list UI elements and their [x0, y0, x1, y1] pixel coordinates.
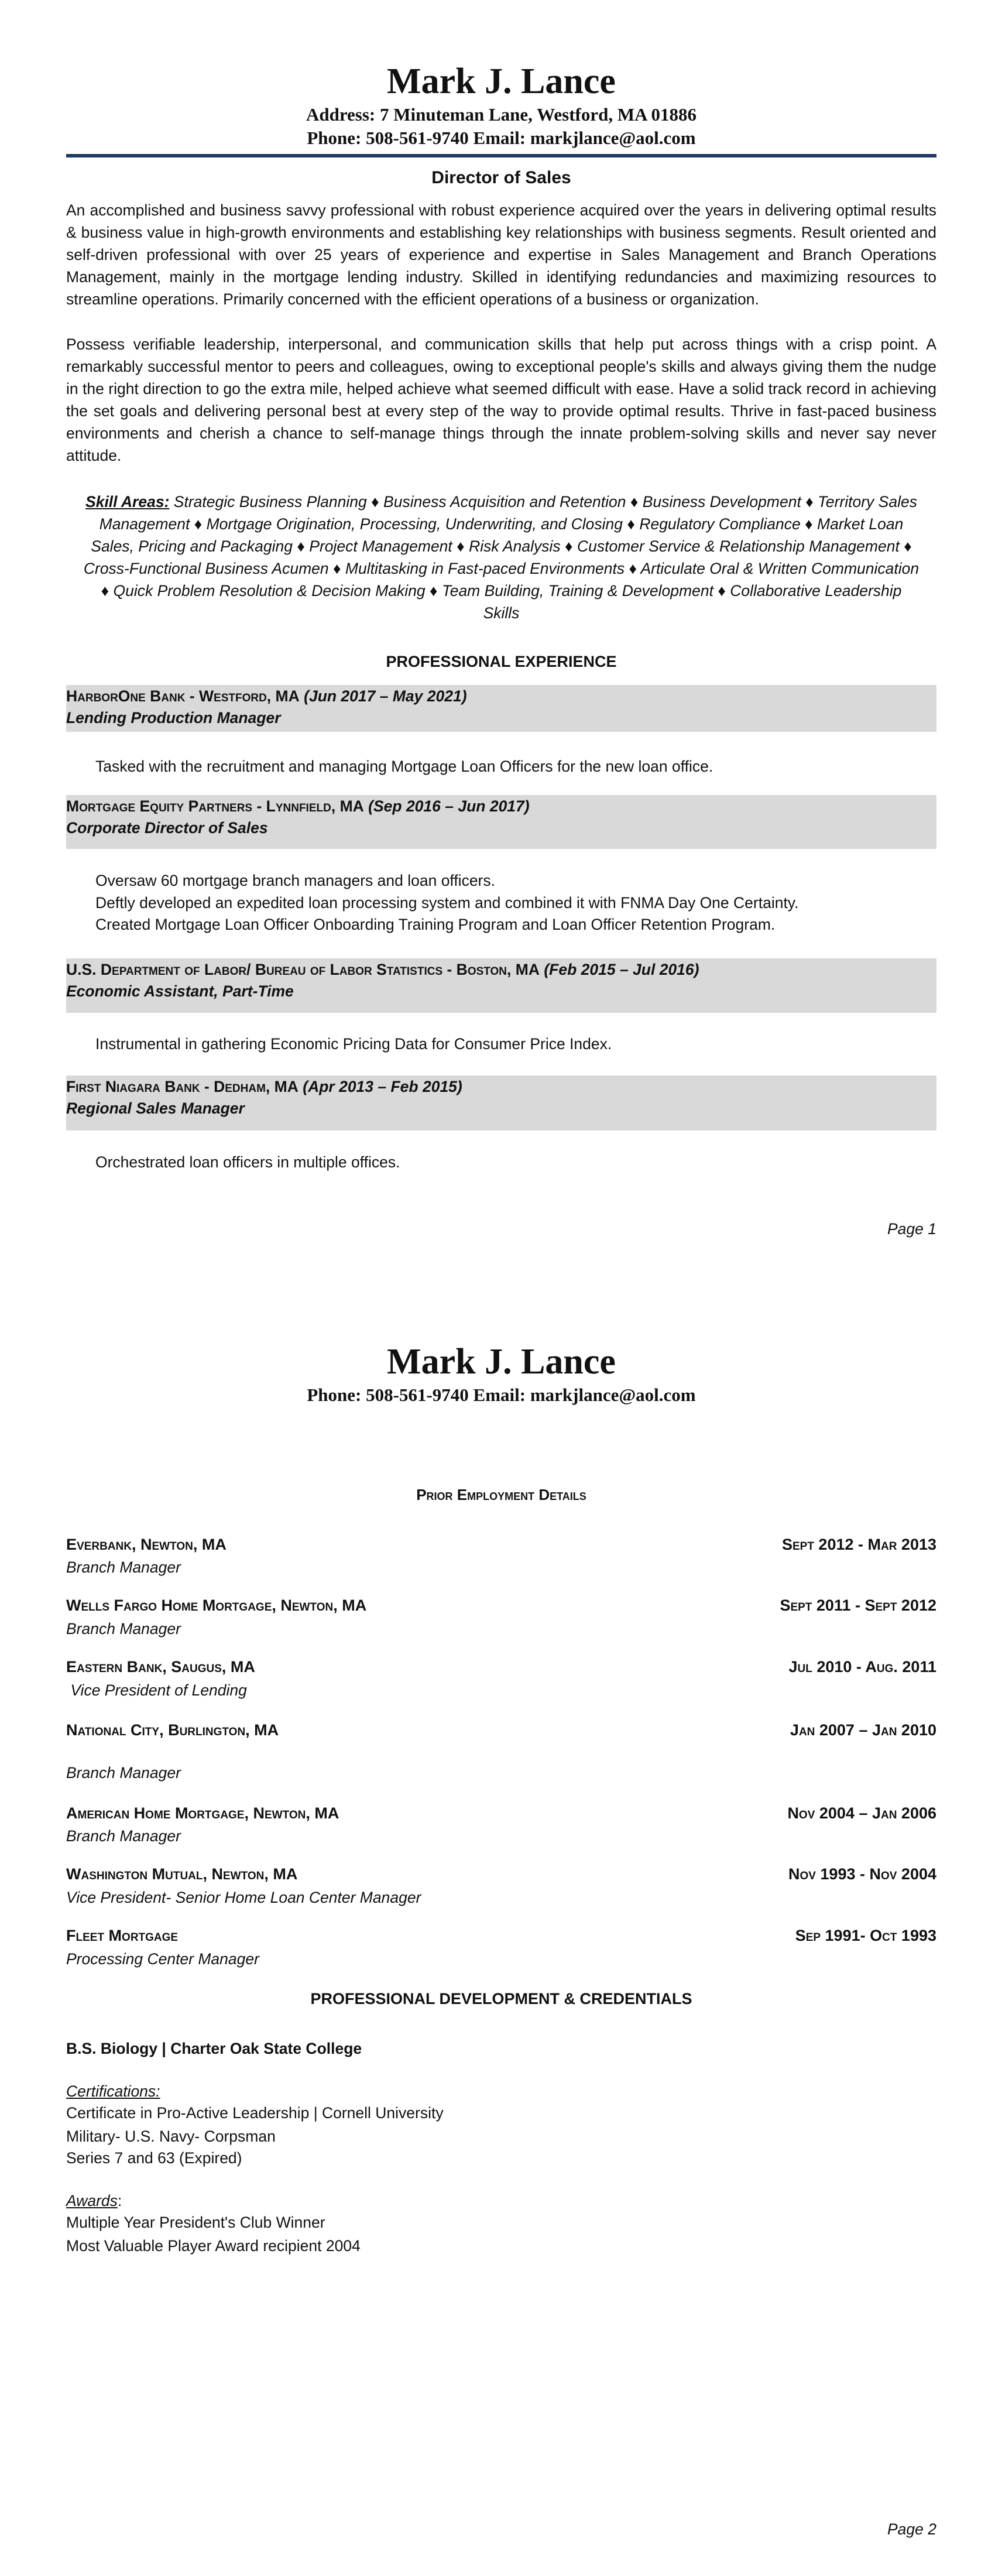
skill-separator-icon: ♦	[718, 582, 726, 600]
awards-colon: :	[117, 2192, 122, 2210]
skill-separator-icon: ♦	[430, 582, 438, 600]
job-employer-line	[66, 959, 699, 981]
skill-separator-icon: ♦	[194, 515, 203, 533]
job-role: Lending Production Manager	[66, 709, 281, 727]
section-heading-credentials: PROFESSIONAL DEVELOPMENT & CREDENTIALS	[310, 1990, 692, 2008]
job-employer-line	[66, 686, 467, 707]
skill-separator-icon: ♦	[627, 515, 635, 533]
job-dates: (Feb 2015 – Jul 2016)	[544, 961, 699, 978]
job-role: Economic Assistant, Part-Time	[66, 982, 294, 1000]
job-duty: Deftly developed an expedited loan processing system and combined it with FNMA Day One Certainty.	[95, 894, 799, 912]
prior-employer: Eastern Bank, Saugus, MA	[66, 1658, 255, 1676]
page-number: Page 2	[887, 2520, 936, 2538]
job-header	[66, 795, 936, 849]
prior-employer: Fleet Mortgage	[66, 1927, 179, 1944]
skill-item: Risk Analysis	[469, 537, 561, 555]
certifications-label: Certifications:	[66, 2082, 160, 2100]
certification-item: Series 7 and 63 (Expired)	[66, 2149, 242, 2167]
skill-separator-icon: ♦	[630, 493, 639, 511]
job-header	[66, 958, 936, 1013]
skill-separator-icon: ♦	[904, 537, 912, 555]
job-duty: Created Mortgage Loan Officer Onboarding Training Program and Loan Officer Retention Program.	[95, 916, 776, 933]
skill-item: Team Building, Training & Development	[441, 582, 713, 600]
section-heading-experience: PROFESSIONAL EXPERIENCE	[386, 653, 617, 670]
skill-item: Mortgage Origination, Processing, Underwriting, and Closing	[206, 515, 623, 533]
prior-dates: Sept 2012 - Mar 2013	[781, 1536, 936, 1553]
resume-name: Mark J. Lance	[387, 61, 616, 101]
job-employer: HarborOne Bank - Westford, MA	[66, 687, 300, 705]
job-duty: Tasked with the recruitment and managing Mortgage Loan Officers for the new loan office.	[95, 758, 713, 775]
job-employer: Mortgage Equity Partners - Lynnfield, MA	[66, 797, 364, 815]
awards-label: Awards	[66, 2192, 118, 2210]
prior-employer: Wells Fargo Home Mortgage, Newton, MA	[66, 1597, 367, 1614]
skill-areas-label: Skill Areas:	[85, 493, 170, 511]
prior-dates: Nov 2004 – Jan 2006	[787, 1804, 936, 1822]
job-role: Regional Sales Manager	[66, 1099, 245, 1117]
prior-dates: Jan 2007 – Jan 2010	[790, 1721, 936, 1739]
job-employer-line	[66, 1076, 462, 1098]
skill-separator-icon: ♦	[805, 515, 813, 533]
prior-role: Branch Manager	[66, 1558, 181, 1576]
skill-areas	[82, 491, 921, 624]
prior-dates: Nov 1993 - Nov 2004	[788, 1865, 936, 1883]
skill-item: Quick Problem Resolution & Decision Making	[113, 582, 426, 600]
prior-role: Branch Manager	[66, 1827, 181, 1845]
prior-role: Processing Center Manager	[66, 1950, 259, 1968]
skill-item: Regulatory Compliance	[639, 515, 801, 533]
skill-item: Strategic Business Planning	[173, 493, 367, 511]
section-heading-prior-employment: Prior Employment Details	[416, 1486, 586, 1503]
page-number: Page 1	[887, 1220, 936, 1238]
job-role: Corporate Director of Sales	[66, 819, 268, 837]
job-employer: First Niagara Bank - Dedham, MA	[66, 1078, 298, 1095]
prior-role: Vice President- Senior Home Loan Center Manager	[66, 1889, 421, 1906]
job-title: Director of Sales	[431, 168, 571, 187]
prior-role: Vice President of Lending	[66, 1681, 247, 1699]
skill-item: Customer Service & Relationship Management	[577, 537, 900, 555]
prior-dates: Sep 1991- Oct 1993	[795, 1927, 936, 1944]
contact-line: Phone: 508-561-9740 Email: markjlance@aol.com	[307, 1385, 696, 1405]
skill-item: Cross-Functional Business Acumen	[83, 560, 329, 577]
contact-line: Phone: 508-561-9740 Email: markjlance@aol.com	[307, 128, 696, 148]
job-dates: (Sep 2016 – Jun 2017)	[368, 797, 530, 815]
skill-item: Collaborative Leadership Skills	[483, 582, 902, 622]
prior-role: Branch Manager	[66, 1620, 181, 1638]
certification-item: Certificate in Pro-Active Leadership | Cornell University	[66, 2104, 444, 2122]
header-divider	[66, 154, 936, 157]
skill-separator-icon: ♦	[297, 537, 305, 555]
job-header	[66, 1075, 936, 1131]
skill-item: Articulate Oral & Written Communication	[640, 560, 919, 577]
skill-item: Business Acquisition and Retention	[383, 493, 626, 511]
prior-employer: American Home Mortgage, Newton, MA	[66, 1804, 339, 1822]
address-line: Address: 7 Minuteman Lane, Westford, MA 01886	[306, 104, 697, 125]
prior-employer: National City, Burlington, MA	[66, 1721, 279, 1739]
job-header	[66, 685, 936, 732]
certification-item: Military- U.S. Navy- Corpsman	[66, 2128, 276, 2145]
skill-item: Business Development	[642, 493, 801, 511]
prior-dates: Jul 2010 - Aug. 2011	[788, 1658, 936, 1676]
job-duty: Instrumental in gathering Economic Pricing Data for Consumer Price Index.	[95, 1035, 612, 1053]
job-employer: U.S. Department of Labor/ Bureau of Labor Statistics - Boston, MA	[66, 961, 540, 978]
award-item: Multiple Year President's Club Winner	[66, 2214, 325, 2231]
skill-item: Market Loan Sales, Pricing and Packaging	[91, 515, 904, 555]
summary-paragraph: An accomplished and business savvy professional with robust experience acquired over the years in delivering optimal results & business value in high-growth environments and establishing key relationships with business segments. Result oriented and self-driven professional with over 25 years of experience and expertise in Sales Management and Branch Operations Management, mainly in the mortgage lending industry. Skilled in identifying redundancies and maximizing resources to streamline operations. Primarily concerned with the efficient operations of a business or organization.	[66, 201, 936, 308]
prior-employer: Washington Mutual, Newton, MA	[66, 1865, 298, 1883]
skill-separator-icon: ♦	[371, 493, 379, 511]
prior-dates: Sept 2011 - Sept 2012	[780, 1597, 936, 1614]
skill-separator-icon: ♦	[457, 537, 465, 555]
job-employer-line	[66, 796, 530, 817]
resume-name: Mark J. Lance	[387, 1342, 616, 1382]
skill-item: Project Management	[309, 537, 452, 555]
summary-paragraph: Possess verifiable leadership, interpersonal, and communication skills that help put across things with a crisp point. A remarkably successful mentor to peers and colleagues, owing to exceptional people's skills and always giving them the nudge in the right direction to go the extra mile, helped achieve what seemed difficult with ease. Have a solid track record in achieving the set goals and delivering personal best at every step of the way to provide optimal results. Thrive in fast-paced business environments and cherish a chance to self-manage things through the innate problem-solving skills and never say never attitude.	[66, 335, 936, 464]
skill-separator-icon: ♦	[629, 560, 637, 577]
skill-list	[84, 493, 919, 622]
skill-item: Multitasking in Fast-paced Environments	[345, 560, 625, 577]
skill-item: Territory Sales Management	[99, 493, 917, 533]
job-dates: (Jun 2017 – May 2021)	[304, 687, 467, 705]
skill-separator-icon: ♦	[101, 582, 109, 600]
job-duty: Oversaw 60 mortgage branch managers and loan officers.	[95, 872, 495, 889]
skill-separator-icon: ♦	[805, 493, 814, 511]
skill-separator-icon: ♦	[565, 537, 573, 555]
prior-role: Branch Manager	[66, 1764, 181, 1782]
job-dates: (Apr 2013 – Feb 2015)	[303, 1078, 462, 1095]
prior-employer: Everbank, Newton, MA	[66, 1536, 227, 1553]
skill-separator-icon: ♦	[333, 560, 341, 577]
award-item: Most Valuable Player Award recipient 2004	[66, 2237, 361, 2255]
awards-heading	[66, 2190, 122, 2212]
job-duty: Orchestrated loan officers in multiple offices.	[95, 1153, 400, 1171]
degree: B.S. Biology | Charter Oak State College	[66, 2040, 362, 2057]
